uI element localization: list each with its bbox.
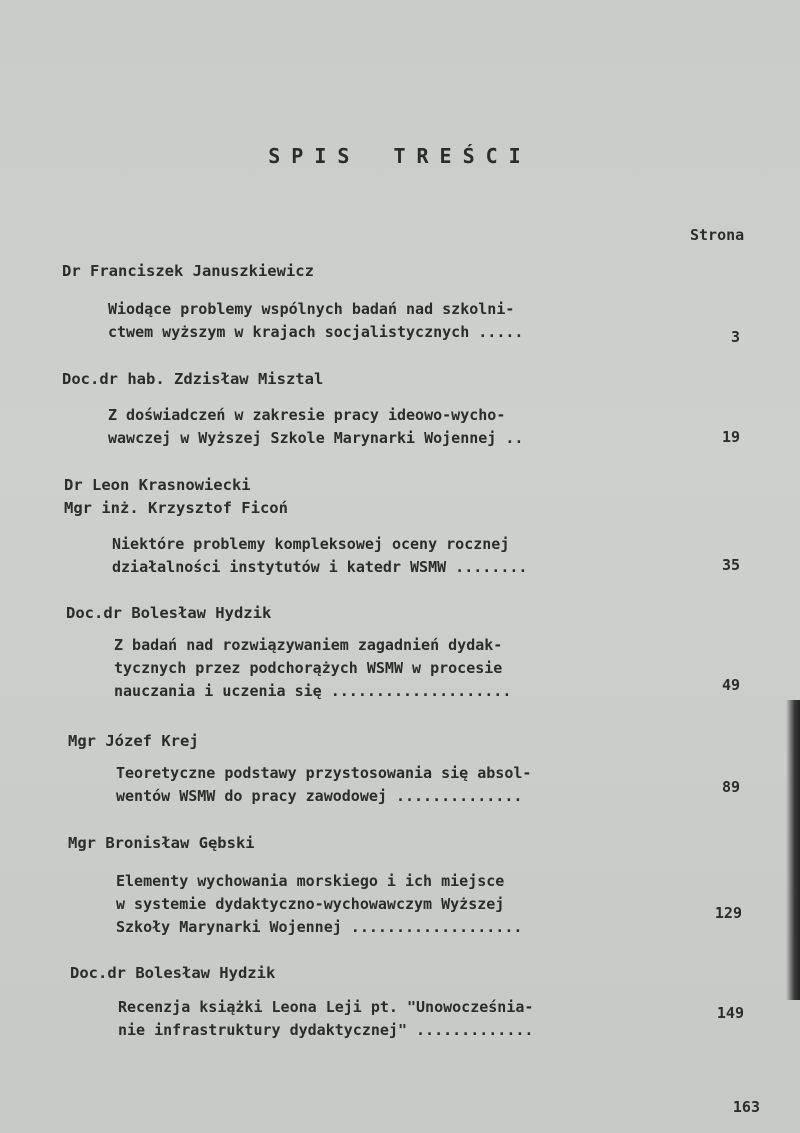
page-title: SPIS TREŚCI <box>268 144 532 168</box>
entry-page: 35 <box>721 556 740 574</box>
entry-title: Elementy wychowania morskiego i ich miejsce w systemie dydaktyczno-wychowawczym Wyższej Szkoły Marynarki Wojennej ................... <box>116 872 523 936</box>
page-edge-shadow <box>786 700 800 1000</box>
entry-title: Z badań nad rozwiązywaniem zagadnień dydak- tycznych przez podchorążych WSMW w procesie nauczania i uczenia się .................... <box>114 636 512 700</box>
entry-page: 3 <box>730 328 740 346</box>
entry-author: Doc.dr hab. Zdzisław Misztal <box>62 370 324 388</box>
entry-author: Mgr Józef Krej <box>68 732 199 750</box>
entry-title: Niektóre problemy kompleksowej oceny rocznej działalności instytutów i katedr WSMW ........ <box>112 535 528 576</box>
entry-author: Mgr inż. Krzysztof Ficoń <box>64 499 288 517</box>
entry-author: Mgr Bronisław Gębski <box>68 834 255 852</box>
entry-title: Wiodące problemy wspólnych badań nad szkolni- ctwem wyższym w krajach socjalistycznych ..... <box>108 300 524 341</box>
entry-page: 129 <box>714 904 742 922</box>
entry-author: Doc.dr Bolesław Hydzik <box>66 604 272 622</box>
entry-page: 19 <box>721 428 740 446</box>
entry-author: Dr Leon Krasnowiecki <box>64 476 251 494</box>
entry-title: Teoretyczne podstawy przystosowania się absol- wentów WSMW do pracy zawodowej .............. <box>116 764 532 805</box>
entry-title: Z doświadczeń w zakresie pracy ideowo-wycho- wawczej w Wyższej Szkole Marynarki Wojennej .. <box>108 406 524 447</box>
entry-author: Dr Franciszek Januszkiewicz <box>62 262 314 280</box>
page-column-header: Strona <box>690 226 745 244</box>
entry-title: Recenzja książki Leona Leji pt. "Unowocześnia- nie infrastruktury dydaktycznej" ............. <box>118 998 534 1039</box>
entry-author: Doc.dr Bolesław Hydzik <box>70 964 276 982</box>
entry-page: 49 <box>721 676 740 694</box>
entry-page: 149 <box>716 1004 744 1022</box>
page-number: 163 <box>732 1098 760 1116</box>
entry-page: 89 <box>721 778 740 796</box>
